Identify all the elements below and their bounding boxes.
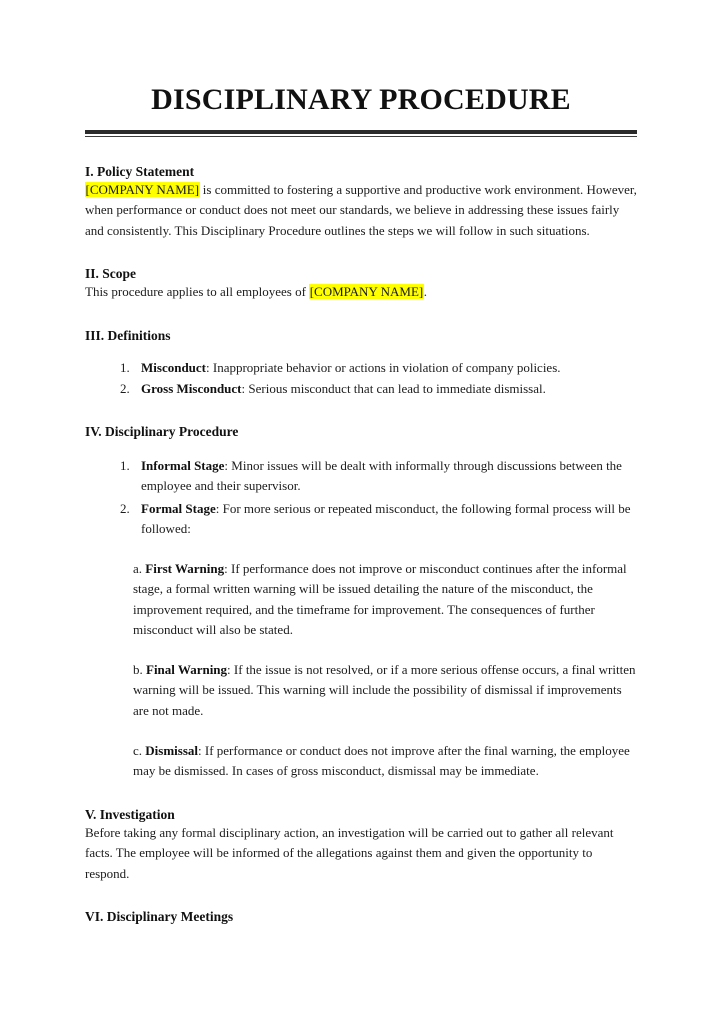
heading-scope: II. Scope xyxy=(85,266,137,282)
sub-paragraph-final-warning xyxy=(133,660,637,722)
scope-text-before: This procedure applies to all employees of xyxy=(85,284,310,300)
list-item xyxy=(133,358,637,378)
sub-paragraph-first-warning xyxy=(133,559,637,641)
policy-statement-text: is committed to fostering a supportive and productive work environment. However, when performance or conduct does not meet our standards, we believe in addressing these issues fairly and consistently. This Disciplinary Procedure outlines the steps we will follow in such situations. xyxy=(85,181,637,238)
sub-text: : If performance or conduct does not improve after the final warning, the employee may be dismissed. In cases of gross misconduct, dismissal may be immediate. xyxy=(133,742,630,779)
heading-disciplinary-meetings: VI. Disciplinary Meetings xyxy=(85,909,234,925)
procedure-text: : Minor issues will be dealt with informally through discussions between the employee and their supervisor. xyxy=(141,457,622,494)
sub-marker: c. xyxy=(133,742,143,758)
heading-investigation: V. Investigation xyxy=(85,806,175,822)
disciplinary-procedure-list xyxy=(85,456,637,540)
heading-policy-statement: I. Policy Statement xyxy=(85,163,195,179)
sub-text: : If performance does not improve or misconduct continues after the informal stage, a formal written warning will be issued detailing the nature of the misconduct, the improvement required, and the timeframe for improvement. The consequences of further misconduct will also be stated. xyxy=(133,560,627,638)
definition-term: Gross Misconduct xyxy=(141,381,242,397)
scope-text-after: . xyxy=(423,284,427,300)
document-content xyxy=(85,84,637,926)
sub-text: : If the issue is not resolved, or if a more serious offense occurs, a final written warning will be issued. This warning will include the possibility of dismissal if improvements are not made. xyxy=(133,661,636,718)
procedure-term: Formal Stage xyxy=(141,500,216,516)
paragraph-scope xyxy=(85,282,637,303)
sub-term: First Warning xyxy=(145,560,225,576)
definitions-list xyxy=(85,358,637,399)
company-name-placeholder-2: [COMPANY NAME] xyxy=(309,284,424,300)
heading-definitions: III. Definitions xyxy=(85,328,171,343)
page-title: DISCIPLINARY PROCEDURE xyxy=(151,83,571,116)
list-item xyxy=(133,499,637,540)
sub-term: Final Warning xyxy=(146,661,228,677)
sub-marker: b. xyxy=(133,661,143,677)
sub-marker: a. xyxy=(133,560,143,576)
list-item xyxy=(133,379,637,399)
procedure-text: : For more serious or repeated misconduct, the following formal process will be followed: xyxy=(141,500,631,537)
procedure-term: Informal Stage xyxy=(141,457,225,473)
company-name-placeholder-1: [COMPANY NAME] xyxy=(85,181,200,197)
definition-text: : Inappropriate behavior or actions in violation of company policies. xyxy=(206,360,561,376)
paragraph-policy-statement xyxy=(85,180,637,242)
list-item xyxy=(133,456,637,497)
sub-paragraph-dismissal xyxy=(133,741,637,782)
paragraph-investigation: Before taking any formal disciplinary action, an investigation will be carried out to gather all relevant facts. The employee will be informed of the allegations against them and given the opportunity to respond. xyxy=(85,824,614,881)
title-divider xyxy=(85,130,637,137)
sub-term: Dismissal xyxy=(145,742,199,758)
definition-term: Misconduct xyxy=(141,360,206,376)
heading-disciplinary-procedure: IV. Disciplinary Procedure xyxy=(85,424,239,440)
definition-text: : Serious misconduct that can lead to immediate dismissal. xyxy=(241,381,546,397)
